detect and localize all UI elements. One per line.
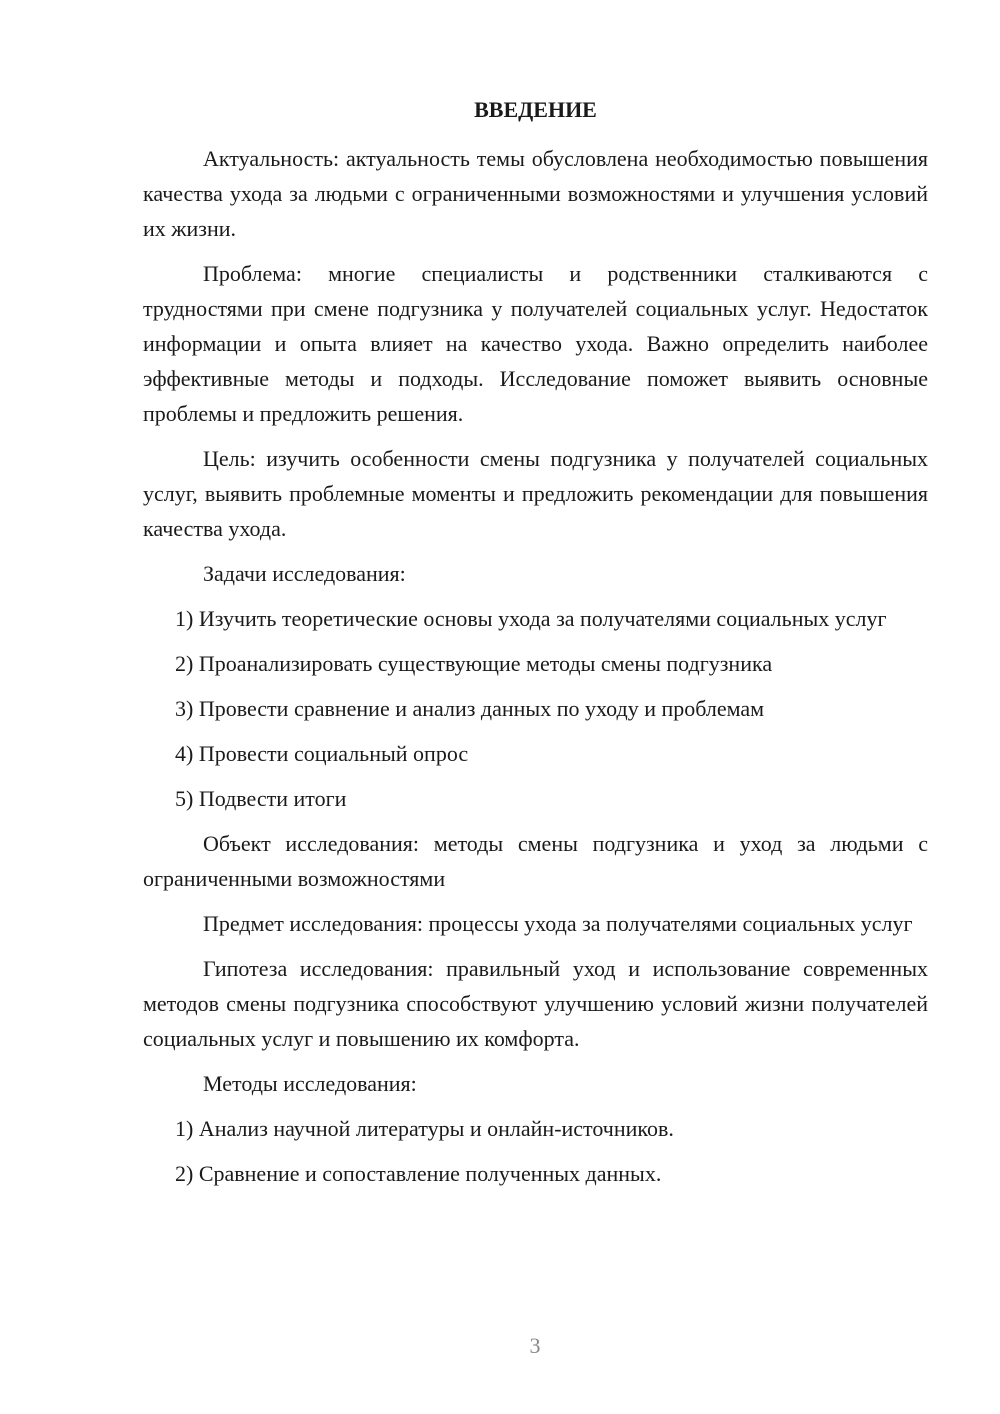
task-item-4: 4) Провести социальный опрос	[175, 741, 469, 766]
method-item-1: 1) Анализ научной литературы и онлайн-источников.	[175, 1116, 674, 1141]
task-item-1: 1) Изучить теоретические основы ухода за получателями социальных услуг	[175, 606, 887, 631]
paragraph-relevance: Актуальность: актуальность темы обусловлена необходимостью повышения качества ухода за людьми с ограниченными возможностями и улучшения условий их жизни.	[143, 146, 928, 241]
page-content	[143, 95, 928, 1201]
tasks-label: Задачи исследования:	[203, 561, 406, 586]
task-item-5: 5) Подвести итоги	[175, 786, 347, 811]
paragraph-object: Объект исследования: методы смены подгузника и уход за людьми с ограниченными возможностями	[143, 831, 928, 891]
task-item-3: 3) Провести сравнение и анализ данных по уходу и проблемам	[175, 696, 765, 721]
methods-label: Методы исследования:	[203, 1071, 417, 1096]
page-number: 3	[529, 1333, 541, 1358]
method-item-2: 2) Сравнение и сопоставление полученных данных.	[175, 1161, 662, 1186]
paragraph-problem: Проблема: многие специалисты и родственники сталкиваются с трудностями при смене подгузника у получателей социальных услуг. Недостаток информации и опыта влияет на качество ухода. Важно определить наиболее эффективные методы и подходы. Исследование поможет выявить основные проблемы и предложить решения.	[143, 261, 928, 426]
paragraph-subject: Предмет исследования: процессы ухода за получателями социальных услуг	[203, 911, 913, 936]
section-heading: ВВЕДЕНИЕ	[474, 97, 597, 122]
paragraph-hypothesis: Гипотеза исследования: правильный уход и использование современных методов смены подгузника способствуют улучшению условий жизни получателей социальных услуг и повышению их комфорта.	[143, 956, 928, 1051]
task-item-2: 2) Проанализировать существующие методы смены подгузника	[175, 651, 773, 676]
paragraph-goal: Цель: изучить особенности смены подгузника у получателей социальных услуг, выявить проблемные моменты и предложить рекомендации для повышения качества ухода.	[143, 446, 928, 541]
